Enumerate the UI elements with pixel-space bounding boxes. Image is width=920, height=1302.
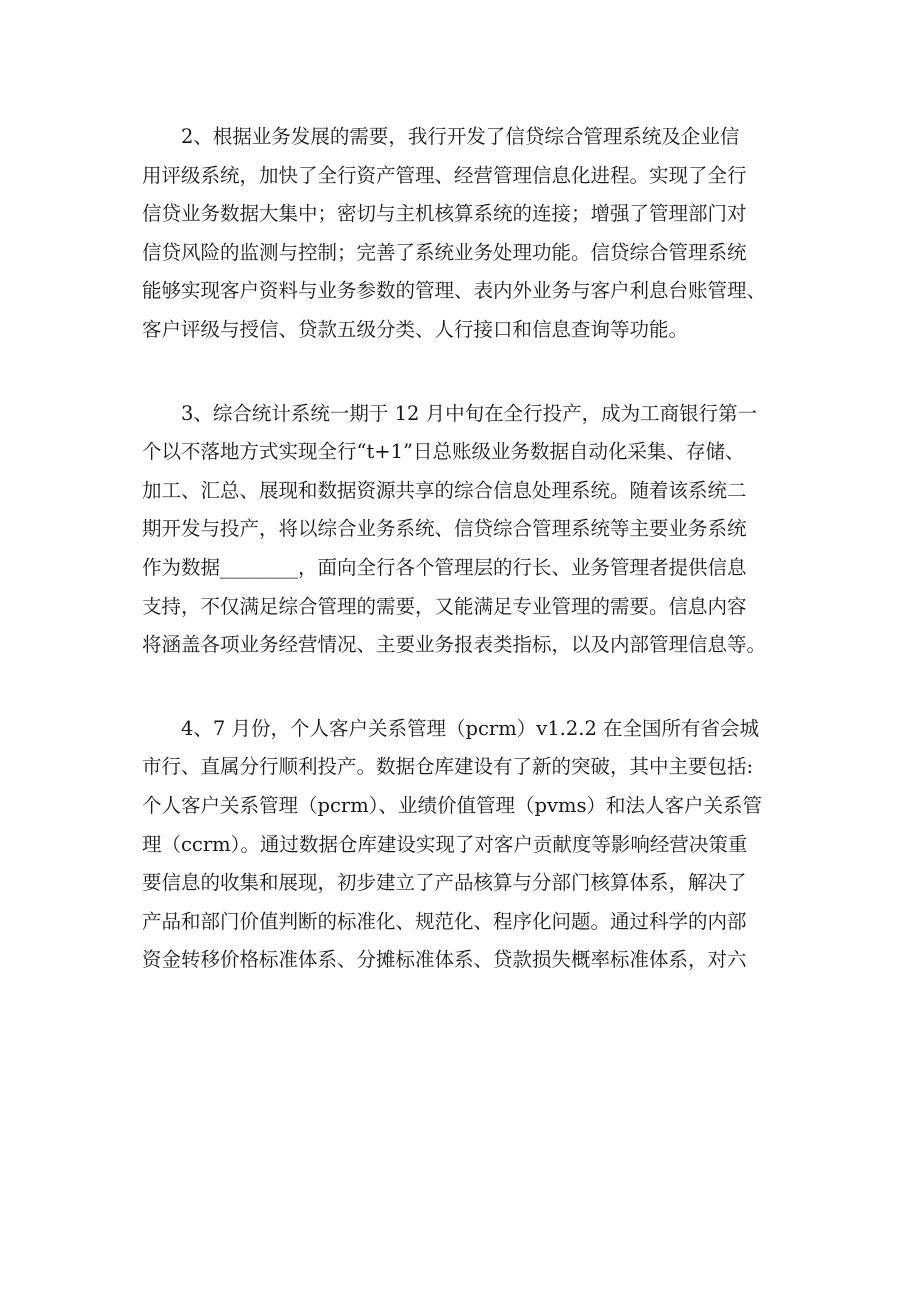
text-line: 3、综合统计系统一期于 12 月中旬在全行投产，成为工商银行第一 (181, 401, 758, 425)
text-line: 要信息的收集和展现，初步建立了产品核算与分部门核算体系，解决了 (142, 871, 747, 895)
text-line: 个人客户关系管理（pcrm）、业绩价值管理（pvms）和法人客户关系管 (142, 793, 762, 817)
text-line: 期开发与投产，将以综合业务系统、信贷综合管理系统等主要业务系统 (142, 517, 747, 541)
text-line: 4、7 月份，个人客户关系管理（pcrm）v1.2.2 在全国所有省会城 (181, 716, 760, 740)
text-line: 市行、直属分行顺利投产。数据仓库建设有了新的突破，其中主要包括: (142, 755, 754, 779)
text-line: 个以不落地方式实现全行“t+1”日总账级业务数据自动化采集、存储、 (142, 440, 745, 464)
paragraph-spacer (142, 665, 782, 710)
text-line: 客户评级与授信、贷款五级分类、人行接口和信息查询等功能。 (142, 317, 689, 341)
text-line: 能够实现客户资料与业务参数的管理、表内外业务与客户利息台账管理、 (142, 279, 767, 303)
text-line: 作为数据________，面向全行各个管理层的行长、业务管理者提供信息 (142, 555, 747, 579)
text-line: 支持，不仅满足综合管理的需要，又能满足专业管理的需要。信息内容 (142, 594, 747, 618)
text-line: 理（ccrm）。通过数据仓库建设实现了对客户贡献度等影响经营决策重 (142, 832, 748, 856)
paragraph-item-2 (142, 118, 782, 350)
paragraph-spacer (142, 350, 782, 395)
text-line: 信贷业务数据大集中；密切与主机核算系统的连接；增强了管理部门对 (142, 202, 747, 226)
document-body (142, 118, 782, 980)
text-line: 加工、汇总、展现和数据资源共享的综合信息处理系统。随着该系统二 (142, 478, 747, 502)
paragraph-item-3 (142, 395, 782, 665)
text-line: 将涵盖各项业务经营情况、主要业务报表类指标，以及内部管理信息等。 (142, 633, 767, 657)
text-line: 信贷风险的监测与控制；完善了系统业务处理功能。信贷综合管理系统 (142, 240, 747, 264)
text-line: 用评级系统，加快了全行资产管理、经营管理信息化进程。实现了全行 (142, 163, 747, 187)
text-line: 产品和部门价值判断的标准化、规范化、程序化问题。通过科学的内部 (142, 909, 747, 933)
text-line: 2、根据业务发展的需要，我行开发了信贷综合管理系统及企业信 (181, 125, 740, 148)
paragraph-item-4 (142, 710, 782, 980)
text-line: 资金转移价格标准体系、分摊标准体系、贷款损失概率标准体系，对六 (142, 948, 747, 972)
